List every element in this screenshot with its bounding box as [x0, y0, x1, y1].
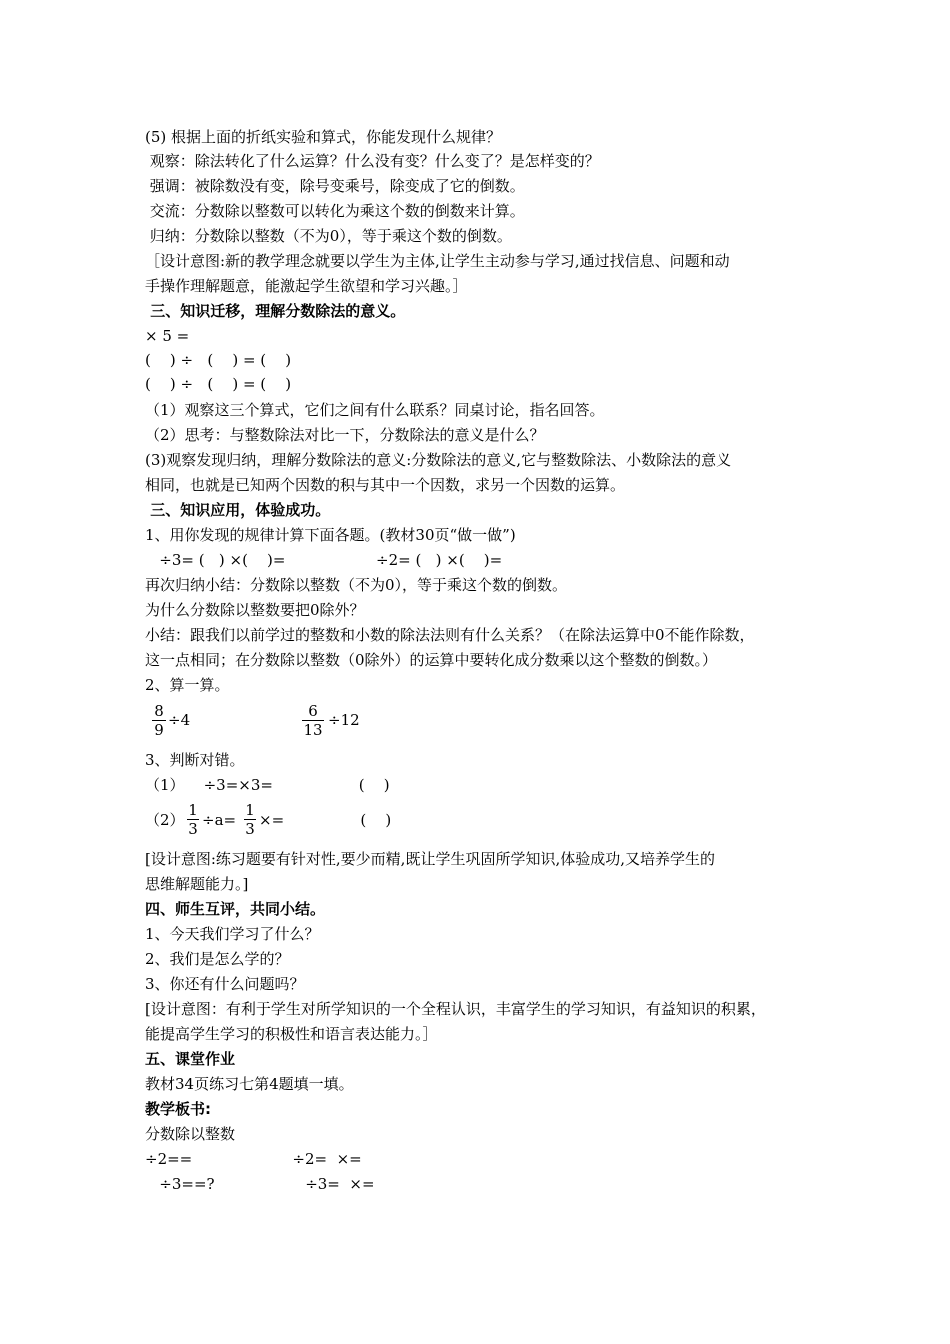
conclusion-b: 这一点相同；在分数除以整数（0除外）的运算中要转化成分数乘以这个整数的倒数。）: [145, 651, 718, 669]
review-q1: 1、今天我们学习了什么？: [145, 925, 320, 943]
design-intent-3a: [设计意图：有利于学生对所学知识的一个全程认识，丰富学生的学习知识，有益知识的积累，: [145, 1000, 766, 1018]
fraction-numerator: 1: [245, 801, 255, 819]
fraction-numerator: 8: [154, 702, 164, 720]
times-equals: ×= ( ): [259, 811, 392, 829]
question-2: （2）思考：与整数除法对比一下，分数除法的意义是什么？: [145, 426, 545, 444]
fraction-denominator: 3: [245, 820, 255, 838]
fraction-1-3-a: [187, 801, 199, 838]
exchange-line: 交流：分数除以整数可以转化为乘这个数的倒数来计算。: [145, 202, 525, 220]
exercise-1: 1、用你发现的规律计算下面各题。(教材30页“做一做”): [145, 526, 516, 544]
board-heading: 教学板书:: [145, 1100, 211, 1118]
divide-4: ÷4: [168, 711, 191, 729]
design-intent-3b: 能提高学生学习的积极性和语言表达能力。］: [145, 1025, 438, 1043]
question-1: （1）观察这三个算式，它们之间有什么联系？同桌讨论，指名回答。: [145, 401, 605, 419]
emphasis-line: 强调：被除数没有变，除号变乘号，除变成了它的倒数。: [145, 177, 525, 195]
summary-line: 归纳：分数除以整数（不为0），等于乘这个数的倒数。: [145, 227, 512, 245]
divide-12: ÷12: [328, 711, 360, 729]
exercise-2: 2、算一算。: [145, 676, 230, 694]
fraction-denominator: 13: [303, 721, 323, 739]
fraction-6-13: [302, 702, 324, 739]
board-line-1: ÷2== ÷2= ×=: [145, 1150, 362, 1168]
review-q3: 3、你还有什么问题吗？: [145, 975, 305, 993]
exercise-3: 3、判断对错。: [145, 751, 245, 769]
question-3b: 相同，也就是已知两个因数的积与其中一个因数，求另一个因数的运算。: [145, 476, 626, 494]
equation-line-3: ( ) ÷ ( ) = ( ): [145, 375, 292, 393]
homework-line: 教材34页练习七第4题填一填。: [145, 1075, 354, 1093]
design-intent-2b: 思维解题能力。]: [145, 875, 249, 893]
fraction-numerator: 1: [188, 801, 198, 819]
step-5-question: (5) 根据上面的折纸实验和算式，你能发现什么规律？: [145, 128, 502, 146]
observe-line: 观察：除法转化了什么运算？什么没有变？什么变了？是怎样变的？: [145, 152, 600, 170]
divide-a-equals: ÷a=: [202, 811, 237, 829]
board-title: 分数除以整数: [145, 1125, 236, 1143]
fraction-8-9: [152, 702, 166, 739]
design-intent-2a: [设计意图:练习题要有针对性,要少而精,既让学生巩固所学知识,体验成功,又培养学生的: [145, 850, 715, 868]
judge-1: （1） ÷3=×3= ( ): [145, 776, 390, 794]
section-heading-3a: 三、知识迁移，理解分数除法的意义。: [145, 302, 406, 320]
section-heading-4: 四、师生互评，共同小结。: [145, 900, 326, 918]
question-3a: (3)观察发现归纳，理解分数除法的意义:分数除法的意义,它与整数除法、小数除法的意义: [145, 451, 732, 469]
review-q2: 2、我们是怎么学的？: [145, 950, 290, 968]
section-heading-5: 五、课堂作业: [145, 1050, 236, 1068]
section-heading-3b: 三、知识应用，体验成功。: [145, 501, 331, 519]
conclusion-a: 小结：跟我们以前学过的整数和小数的除法法则有什么关系？（在除法运算中0不能作除数，: [145, 626, 755, 644]
exercise-1-equations: ÷3= ( ) ×( )= ÷2= ( ) ×( )=: [145, 551, 503, 569]
design-intent-1b: 手操作理解题意，能激起学生欲望和学习兴趣。］: [145, 277, 468, 295]
equation-line-1: × 5 =: [145, 327, 190, 345]
fraction-denominator: 3: [188, 820, 198, 838]
fraction-numerator: 6: [308, 702, 318, 720]
fraction-1-3-b: [244, 801, 256, 838]
why-exclude-zero: 为什么分数除以整数要把0除外？: [145, 601, 365, 619]
summary-again: 再次归纳小结：分数除以整数（不为0），等于乘这个数的倒数。: [145, 576, 568, 594]
fraction-denominator: 9: [154, 721, 164, 739]
judge-2-label: （2）: [145, 811, 185, 829]
design-intent-1a: ［设计意图:新的教学理念就要以学生为主体,让学生主动参与学习,通过找信息、问题和动: [145, 252, 730, 270]
board-line-2: ÷3==? ÷3= ×=: [145, 1175, 375, 1193]
equation-line-2: ( ) ÷ ( ) = ( ): [145, 351, 292, 369]
